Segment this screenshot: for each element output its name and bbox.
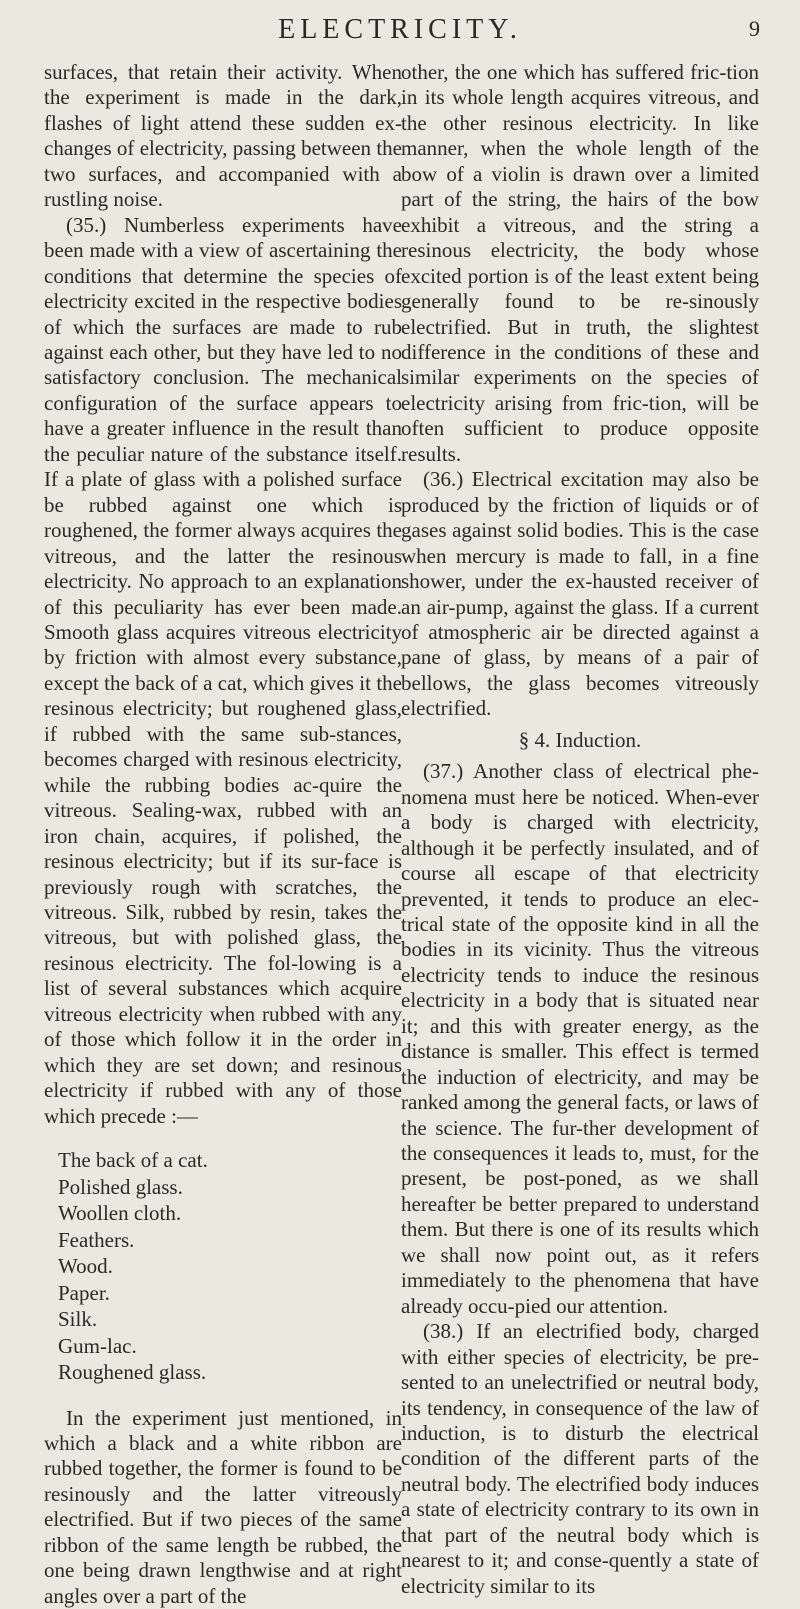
paragraph-continued: surfaces, that retain their activity. When the experiment is made in the dark, flashes of light attend these sudden ex-changes of electricity, passing between the two surfaces, and accompanied with a rustling noise.	[44, 60, 402, 212]
paragraph-continued-right: other, the one which has suffered fric-tion in its whole length acquires vitreous, and the other resinous electricity. In like manner, when the whole length of the bow of a violin is drawn over a limited part of the string, the hairs of the bow exhibit a vitreous, and the string a resinous electricity, the body whose excited portion is of the least extent being generally found to be re-sinously electrified. But in truth, the slightest difference in the conditions of these and similar experiments on the species of electricity arising from fric-tion, will be often sufficient to produce opposite results.	[401, 60, 759, 466]
page-number: 9	[749, 16, 760, 41]
paragraph-37: (37.) Another class of electrical phe-nomena must here be noticed. When-ever a body is charged with electricity, although it be perfectly insulated, and of course all escape of that electricity prevented, it tends to produce an elec-trical state of the opposite kind in all the bodies in its vicinity. Thus the vitreous electricity tends to induce the resinous electricity in a body that is situated near it; and this with greater energy, as the distance is smaller. This effect is termed the induction of electricity, and may be ranked among the general facts, or laws of the science. The fur-ther development of the consequences it leads to, must, for the present, be post-poned, as we shall hereafter be better prepared to understand them. But there is one of its results which we shall now point out, as it refers immediately to the phenomena that have already occu-pied our attention.	[401, 759, 759, 1318]
page-header	[40, 14, 760, 54]
list-item: Gum-lac.	[58, 1333, 137, 1358]
list-item: The back of a cat.	[58, 1148, 208, 1173]
right-column	[401, 60, 759, 1599]
section-heading: § 4. Induction.	[518, 727, 642, 752]
substance-list	[44, 1147, 402, 1386]
list-item: Roughened glass.	[58, 1360, 207, 1385]
list-item: Feathers.	[58, 1227, 135, 1252]
list-item: Silk.	[58, 1307, 98, 1332]
paragraph-38: (38.) If an electrified body, charged with either species of electricity, be pre-sented to an unelectrified or neutral body, its tendency, in consequence of the law of induction, is to disturb the electrical condition of the different parts of the neutral body. The electrified body induces a state of electricity contrary to its own in that part of the neutral body which is nearest to it; and conse-quently a state of electricity similar to its	[401, 1319, 759, 1598]
left-column	[44, 60, 402, 1609]
list-item: Polished glass.	[58, 1174, 183, 1199]
paragraph-35: (35.) Numberless experiments have been made with a view of ascertaining the conditions that determine the species of electricity excited in the respective bodies of which the surfaces are made to rub against each other, but they have led to no satisfactory conclusion. The mechanical configuration of the surface appears to have a greater influence in the result than the peculiar nature of the substance itself. If a plate of glass with a polished surface be rubbed against one which is roughened, the former always acquires the vitreous, and the latter the resinous electricity. No approach to an explanation of this peculiarity has ever been made. Smooth glass acquires vitreous electricity by friction with almost every substance, except the back of a cat, which gives it the resinous electricity; but roughened glass, if rubbed with the same sub-stances, becomes charged with resinous electricity, while the rubbing bodies ac-quire the vitreous. Sealing-wax, rubbed with an iron chain, acquires, if polished, the resinous electricity; but if its sur-face is previously rough with scratches, the vitreous. Silk, rubbed by resin, takes the vitreous, but with polished glass, the resinous electricity. The fol-lowing is a list of several substances which acquire vitreous electricity when rubbed with any of those which follow it in the order in which they are set down; and resinous electricity if rubbed with any of those which precede :—	[44, 212, 402, 1128]
running-head: ELECTRICITY.	[278, 14, 522, 45]
list-item: Woollen cloth.	[58, 1201, 182, 1226]
paragraph-ribbon-experiment: In the experiment just mentioned, in which a black and a white ribbon are rubbed together, the former is found to be resinously and the latter vitreously electrified. But if two pieces of the same ribbon of the same length be rubbed, the one being drawn lengthwise and at right angles over a part of the	[44, 1405, 402, 1608]
list-item: Paper.	[58, 1280, 110, 1305]
paragraph-36: (36.) Electrical excitation may also be produced by the friction of liquids or of gases against solid bodies. This is the case when mercury is made to fall, in a fine shower, under the ex-hausted receiver of an air-pump, against the glass. If a current of atmospheric air be directed against a pane of glass, by means of a pair of bellows, the glass becomes vitreously electrified.	[401, 467, 759, 721]
list-item: Wood.	[58, 1254, 113, 1279]
